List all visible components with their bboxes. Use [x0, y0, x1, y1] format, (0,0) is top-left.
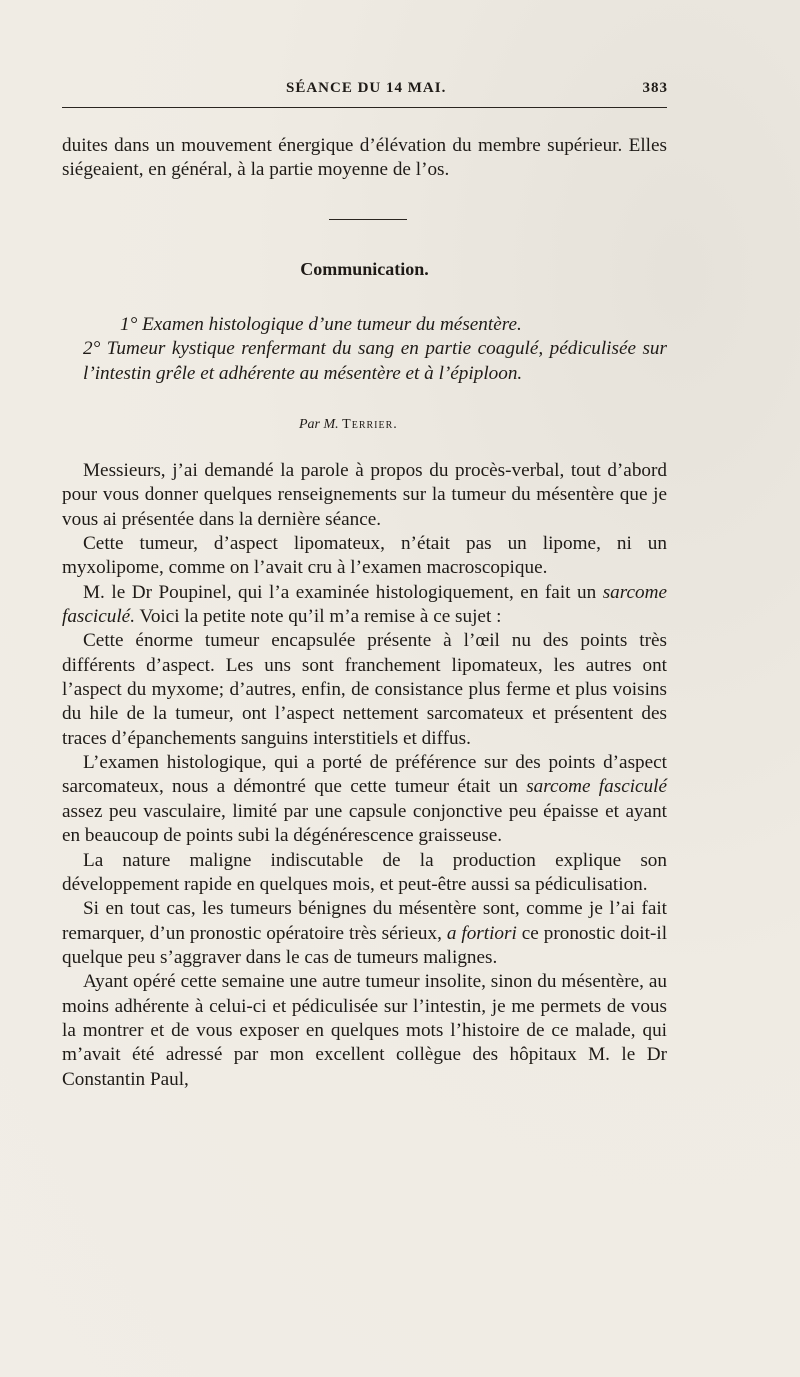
author-name: Terrier.: [342, 417, 398, 432]
section-divider: [329, 219, 407, 220]
section-heading: Communication.: [300, 259, 429, 279]
paragraph-3-text-b: Voici la petite note qu’il m’a remise à ce sujet :: [139, 606, 502, 628]
paragraph-7: [62, 897, 667, 970]
paragraph-8: Ayant opéré cette semaine une autre tumeur insolite, sinon du mésentère, au moins adhérente à celui-ci et pédiculisée sur l’intestin, je me permets de vous la montrer et de vous exposer en quelques mots l’histoire de ce malade, qui m’avait été adressé par mon excellent collègue des hôpitaux M. le Dr Constantin Paul,: [62, 971, 667, 1090]
paragraph-3-emphasis: sarcome fasciculé.: [62, 581, 668, 628]
paragraph-3-text-a: M. le Dr Poupinel, qui l’a examinée histologiquement, en fait un: [83, 581, 597, 603]
running-title: SÉANCE DU 14 MAI.: [286, 80, 447, 96]
author-line: [299, 417, 398, 433]
paragraph-5-text-b: assez peu vasculaire, limité par une capsule conjonctive peu épaisse et ayant en beaucoup de points subi la dégénérescence graisseuse.: [62, 800, 667, 847]
title-item-2: 2° Tumeur kystique renfermant du sang en partie coagulé, pédiculisée sur l’intestin grêle et adhérente au mésentère et à l’épiploon.: [83, 338, 667, 384]
paragraph-3: [62, 581, 667, 630]
intro-text: duites dans un mouvement énergique d’élévation du membre supérieur. Elles siégeaient, en général, à la partie moyenne de l’os.: [62, 135, 667, 181]
paragraph-7-text-b: ce pronostic doit-il quelque peu s’aggraver dans le cas de tumeurs malignes.: [62, 922, 668, 968]
paragraph-5-emphasis: sarcome fasciculé: [526, 776, 668, 798]
page-number: 383: [642, 80, 668, 96]
paragraph-2: Cette tumeur, d’aspect lipomateux, n’était pas un lipome, ni un myxolipome, comme on l’avait cru à l’examen macroscopique.: [62, 533, 667, 579]
paragraph-5: [62, 751, 667, 848]
paragraph-7-text-a: Si en tout cas, les tumeurs bénignes du mésentère sont, comme je l’ai fait remarquer, d’un pronostic opératoire très sérieux,: [62, 898, 667, 944]
header-rule: [62, 107, 667, 108]
paragraph-1: Messieurs, j’ai demandé la parole à propos du procès-verbal, tout d’abord pour vous donner quelques renseignements sur la tumeur du mésentère que je vous ai présentée dans la dernière séance.: [62, 460, 667, 530]
paragraph-4: Cette énorme tumeur encapsulée présente à l’œil nu des points très différents d’aspect. Les uns sont franchement lipomateux, les autres ont l’aspect du myxome; d’autres, enfin, de consistance plus ferme et plus voisins du hile de la tumeur, ont l’aspect nettement sarcomateux et présentent des traces d’épanchements sanguins interstitiels et diffus.: [62, 630, 667, 749]
paragraph-5-text-a: L’examen histologique, qui a porté de préférence sur des points d’aspect sarcomateux, nous a démontré que cette tumeur était un: [62, 752, 667, 798]
communication-titles: [62, 313, 667, 386]
title-item-1: 1° Examen histologique d’une tumeur du mésentère.: [120, 314, 522, 335]
page-header: [60, 80, 670, 104]
paragraph-6: La nature maligne indiscutable de la production explique son développement rapide en quelques mois, et peut-être aussi sa pédiculisation.: [62, 849, 667, 895]
intro-paragraph: [62, 134, 667, 183]
body-text: [62, 459, 667, 1092]
author-prefix: Par M.: [299, 417, 339, 432]
paragraph-7-emphasis: a fortiori: [446, 922, 517, 944]
